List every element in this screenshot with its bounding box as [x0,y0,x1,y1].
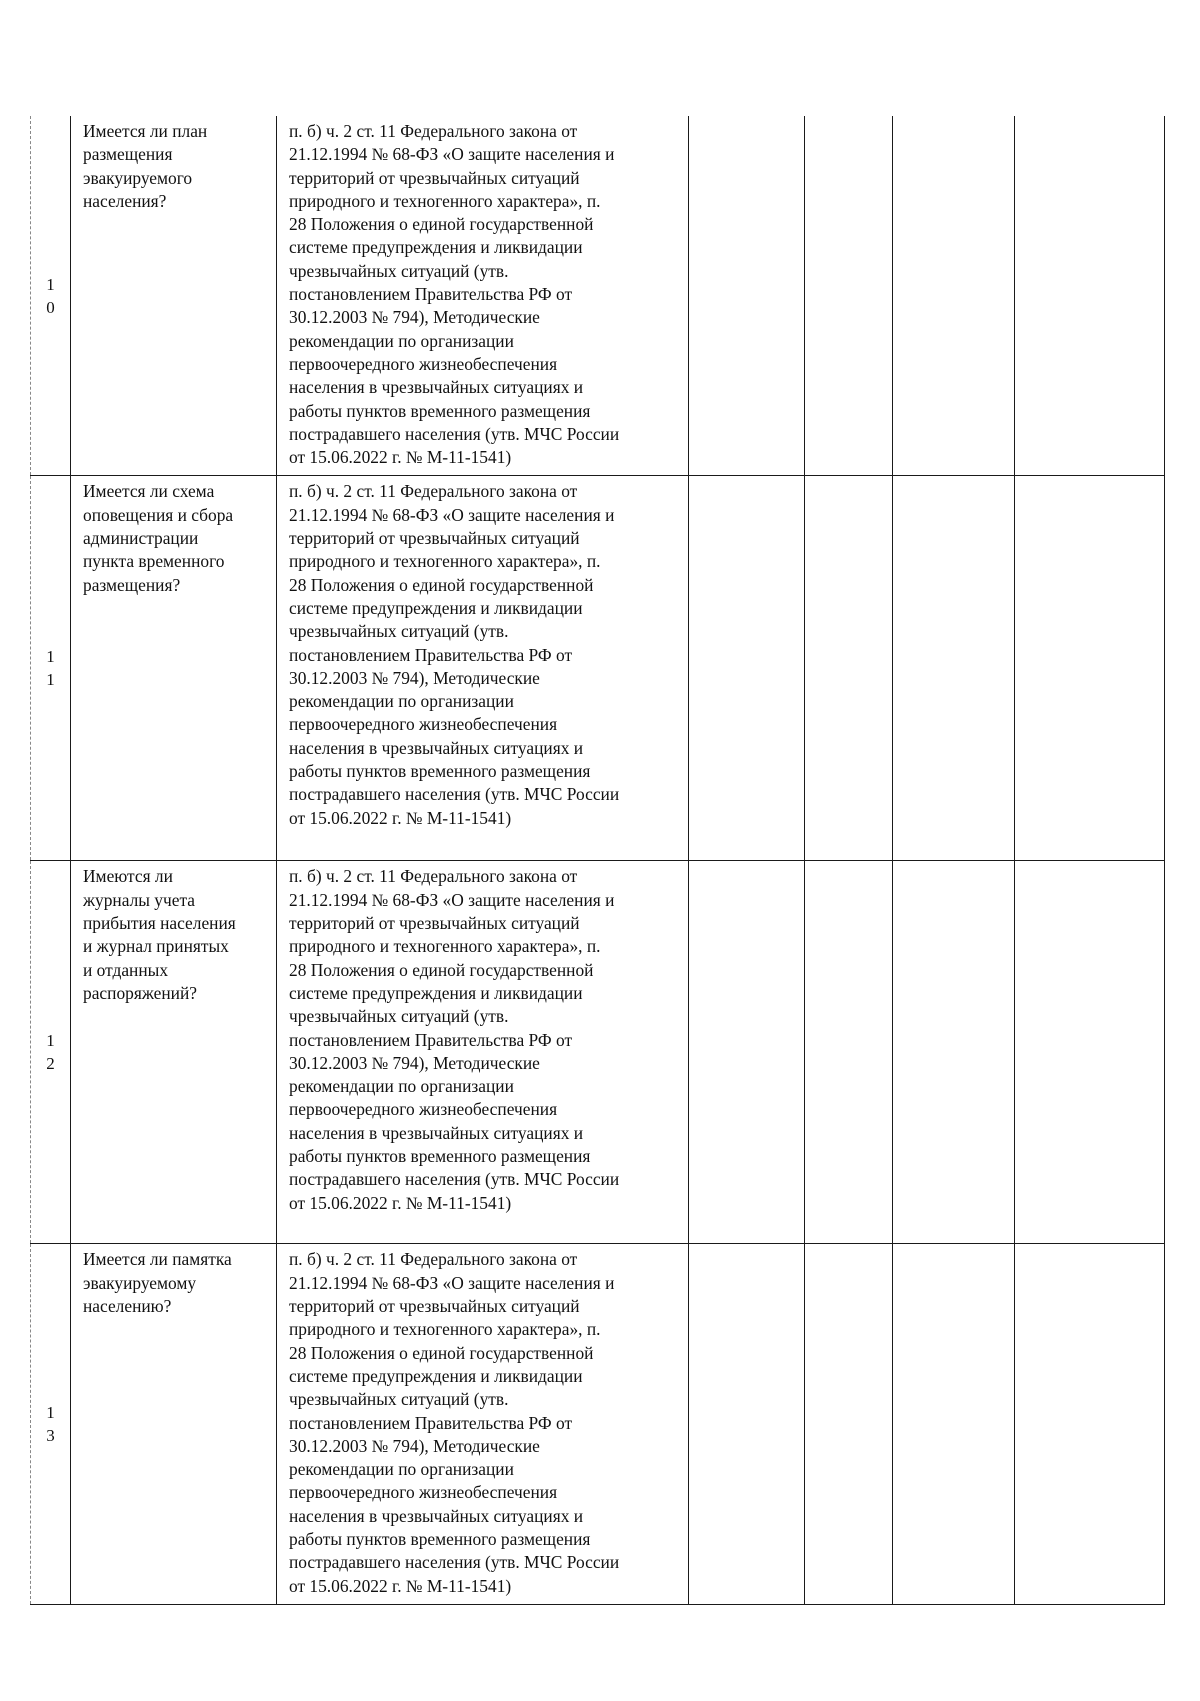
answer-cell-na [893,116,1015,476]
row-number-cell [31,476,71,861]
answer-cell-na [893,476,1015,861]
table-row [31,476,1165,861]
answer-cell-yes [689,476,805,861]
notes-cell [1015,861,1165,1244]
answer-cell-no [805,861,893,1244]
answer-cell-na [893,861,1015,1244]
notes-cell [1015,1244,1165,1604]
legal-basis-cell [277,861,689,1244]
answer-cell-yes [689,116,805,476]
table-row [31,1244,1165,1604]
question-text: Имеется ли памятка эвакуируемому населению? [83,1249,232,1317]
answer-cell-yes [689,861,805,1244]
row-number-cell [31,116,71,476]
question-cell [71,116,277,476]
table-row [31,116,1165,476]
legal-basis-text: п. б) ч. 2 ст. 11 Федерального закона от 21.12.1994 № 68-ФЗ «О защите населения и территорий от чрезвычайных ситуаций природного и техногенного характера», п. 28 Положения о единой государственной системе предупреждения и ликвидации чрезвычайных ситуаций (утв. постановлением Правительства РФ от 30.12.2003 № 794), Методические рекомендации по организации первоочередного жизнеобеспечения населения в чрезвычайных ситуациях и работы пунктов временного размещения пострадавшего населения (утв. МЧС России от 15.06.2022 г. № М-11-1541) [289,121,620,468]
answer-cell-na [893,1244,1015,1604]
row-number: 13 [46,1403,55,1446]
question-text: Имеется ли схема оповещения и сбора администрации пункта временного размещения? [83,481,234,595]
legal-basis-text: п. б) ч. 2 ст. 11 Федерального закона от 21.12.1994 № 68-ФЗ «О защите населения и территорий от чрезвычайных ситуаций природного и техногенного характера», п. 28 Положения о единой государственной системе предупреждения и ликвидации чрезвычайных ситуаций (утв. постановлением Правительства РФ от 30.12.2003 № 794), Методические рекомендации по организации первоочередного жизнеобеспечения населения в чрезвычайных ситуациях и работы пунктов временного размещения пострадавшего населения (утв. МЧС России от 15.06.2022 г. № М-11-1541) [289,481,620,828]
question-cell [71,476,277,861]
legal-basis-cell [277,476,689,861]
notes-cell [1015,116,1165,476]
legal-basis-text: п. б) ч. 2 ст. 11 Федерального закона от 21.12.1994 № 68-ФЗ «О защите населения и территорий от чрезвычайных ситуаций природного и техногенного характера», п. 28 Положения о единой государственной системе предупреждения и ликвидации чрезвычайных ситуаций (утв. постановлением Правительства РФ от 30.12.2003 № 794), Методические рекомендации по организации первоочередного жизнеобеспечения населения в чрезвычайных ситуациях и работы пунктов временного размещения пострадавшего населения (утв. МЧС России от 15.06.2022 г. № М-11-1541) [289,1249,620,1596]
legal-basis-cell [277,116,689,476]
answer-cell-no [805,476,893,861]
row-number: 11 [46,647,55,690]
answer-cell-yes [689,1244,805,1604]
table-row [31,861,1165,1244]
legal-basis-cell [277,1244,689,1604]
row-number-cell [31,1244,71,1604]
row-number: 12 [46,1031,55,1074]
row-number: 10 [46,274,55,317]
row-number-cell [31,861,71,1244]
question-text: Имеются ли журналы учета прибытия населения и журнал принятых и отданных распоряжений? [83,866,236,1003]
answer-cell-no [805,1244,893,1604]
checklist-table [30,116,1165,1605]
legal-basis-text: п. б) ч. 2 ст. 11 Федерального закона от 21.12.1994 № 68-ФЗ «О защите населения и территорий от чрезвычайных ситуаций природного и техногенного характера», п. 28 Положения о единой государственной системе предупреждения и ликвидации чрезвычайных ситуаций (утв. постановлением Правительства РФ от 30.12.2003 № 794), Методические рекомендации по организации первоочередного жизнеобеспечения населения в чрезвычайных ситуациях и работы пунктов временного размещения пострадавшего населения (утв. МЧС России от 15.06.2022 г. № М-11-1541) [289,866,620,1213]
question-cell [71,1244,277,1604]
notes-cell [1015,476,1165,861]
question-text: Имеется ли план размещения эвакуируемого населения? [83,121,208,211]
answer-cell-no [805,116,893,476]
question-cell [71,861,277,1244]
